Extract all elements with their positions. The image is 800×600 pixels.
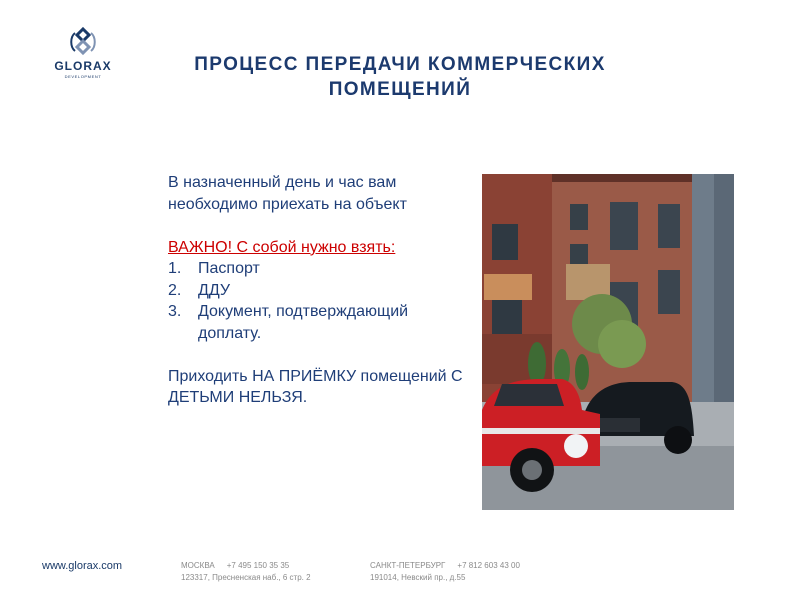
page-title: [155, 52, 645, 102]
list-item: [168, 280, 468, 302]
important-note: ВАЖНО! С собой нужно взять:: [168, 238, 396, 256]
footer: [0, 560, 800, 600]
title-line-2: ПОМЕЩЕНИЙ: [328, 79, 472, 100]
intro-paragraph: В назначенный день и час вам необходимо приехать на объект: [168, 174, 407, 213]
logo-subtitle: DEVELOPMENT: [64, 74, 102, 79]
list-text: Паспорт: [198, 260, 260, 277]
list-item: [168, 258, 468, 280]
spb-city: САНКТ-ПЕТЕРБУРГ: [370, 561, 446, 570]
spb-phone: +7 812 603 43 00: [457, 561, 520, 570]
spb-contacts: [370, 560, 520, 584]
list-number: 2.: [168, 281, 182, 299]
list-number: 1.: [168, 260, 182, 277]
glorax-logo: [46, 26, 120, 79]
children-warning: Приходить НА ПРИЁМКУ помещений С ДЕТЬМИ НЕЛЬЗЯ.: [168, 367, 463, 406]
building-illustration: [482, 174, 734, 510]
spb-address: 191014, Невский пр., д.55: [370, 573, 466, 582]
moscow-city: МОСКВА: [181, 561, 215, 570]
moscow-address: 123317, Пресненская наб., 6 стр. 2: [181, 573, 311, 582]
list-number: 3.: [168, 303, 182, 320]
building-photo: [482, 174, 734, 510]
website-link[interactable]: www.glorax.com: [42, 560, 123, 572]
title-line-1: ПРОЦЕСС ПЕРЕДАЧИ КОММЕРЧЕСКИХ: [194, 54, 606, 75]
moscow-phone: +7 495 150 35 35: [226, 561, 290, 570]
glorax-logo-icon: [66, 26, 100, 58]
instructions-text: [168, 172, 468, 409]
list-item: [168, 301, 468, 344]
list-text: ДДУ: [198, 281, 231, 299]
moscow-contacts: [181, 560, 311, 584]
list-text: Документ, подтверждающий доплату.: [198, 303, 409, 342]
logo-name: GLORAX: [54, 59, 112, 73]
documents-list: [168, 258, 468, 344]
